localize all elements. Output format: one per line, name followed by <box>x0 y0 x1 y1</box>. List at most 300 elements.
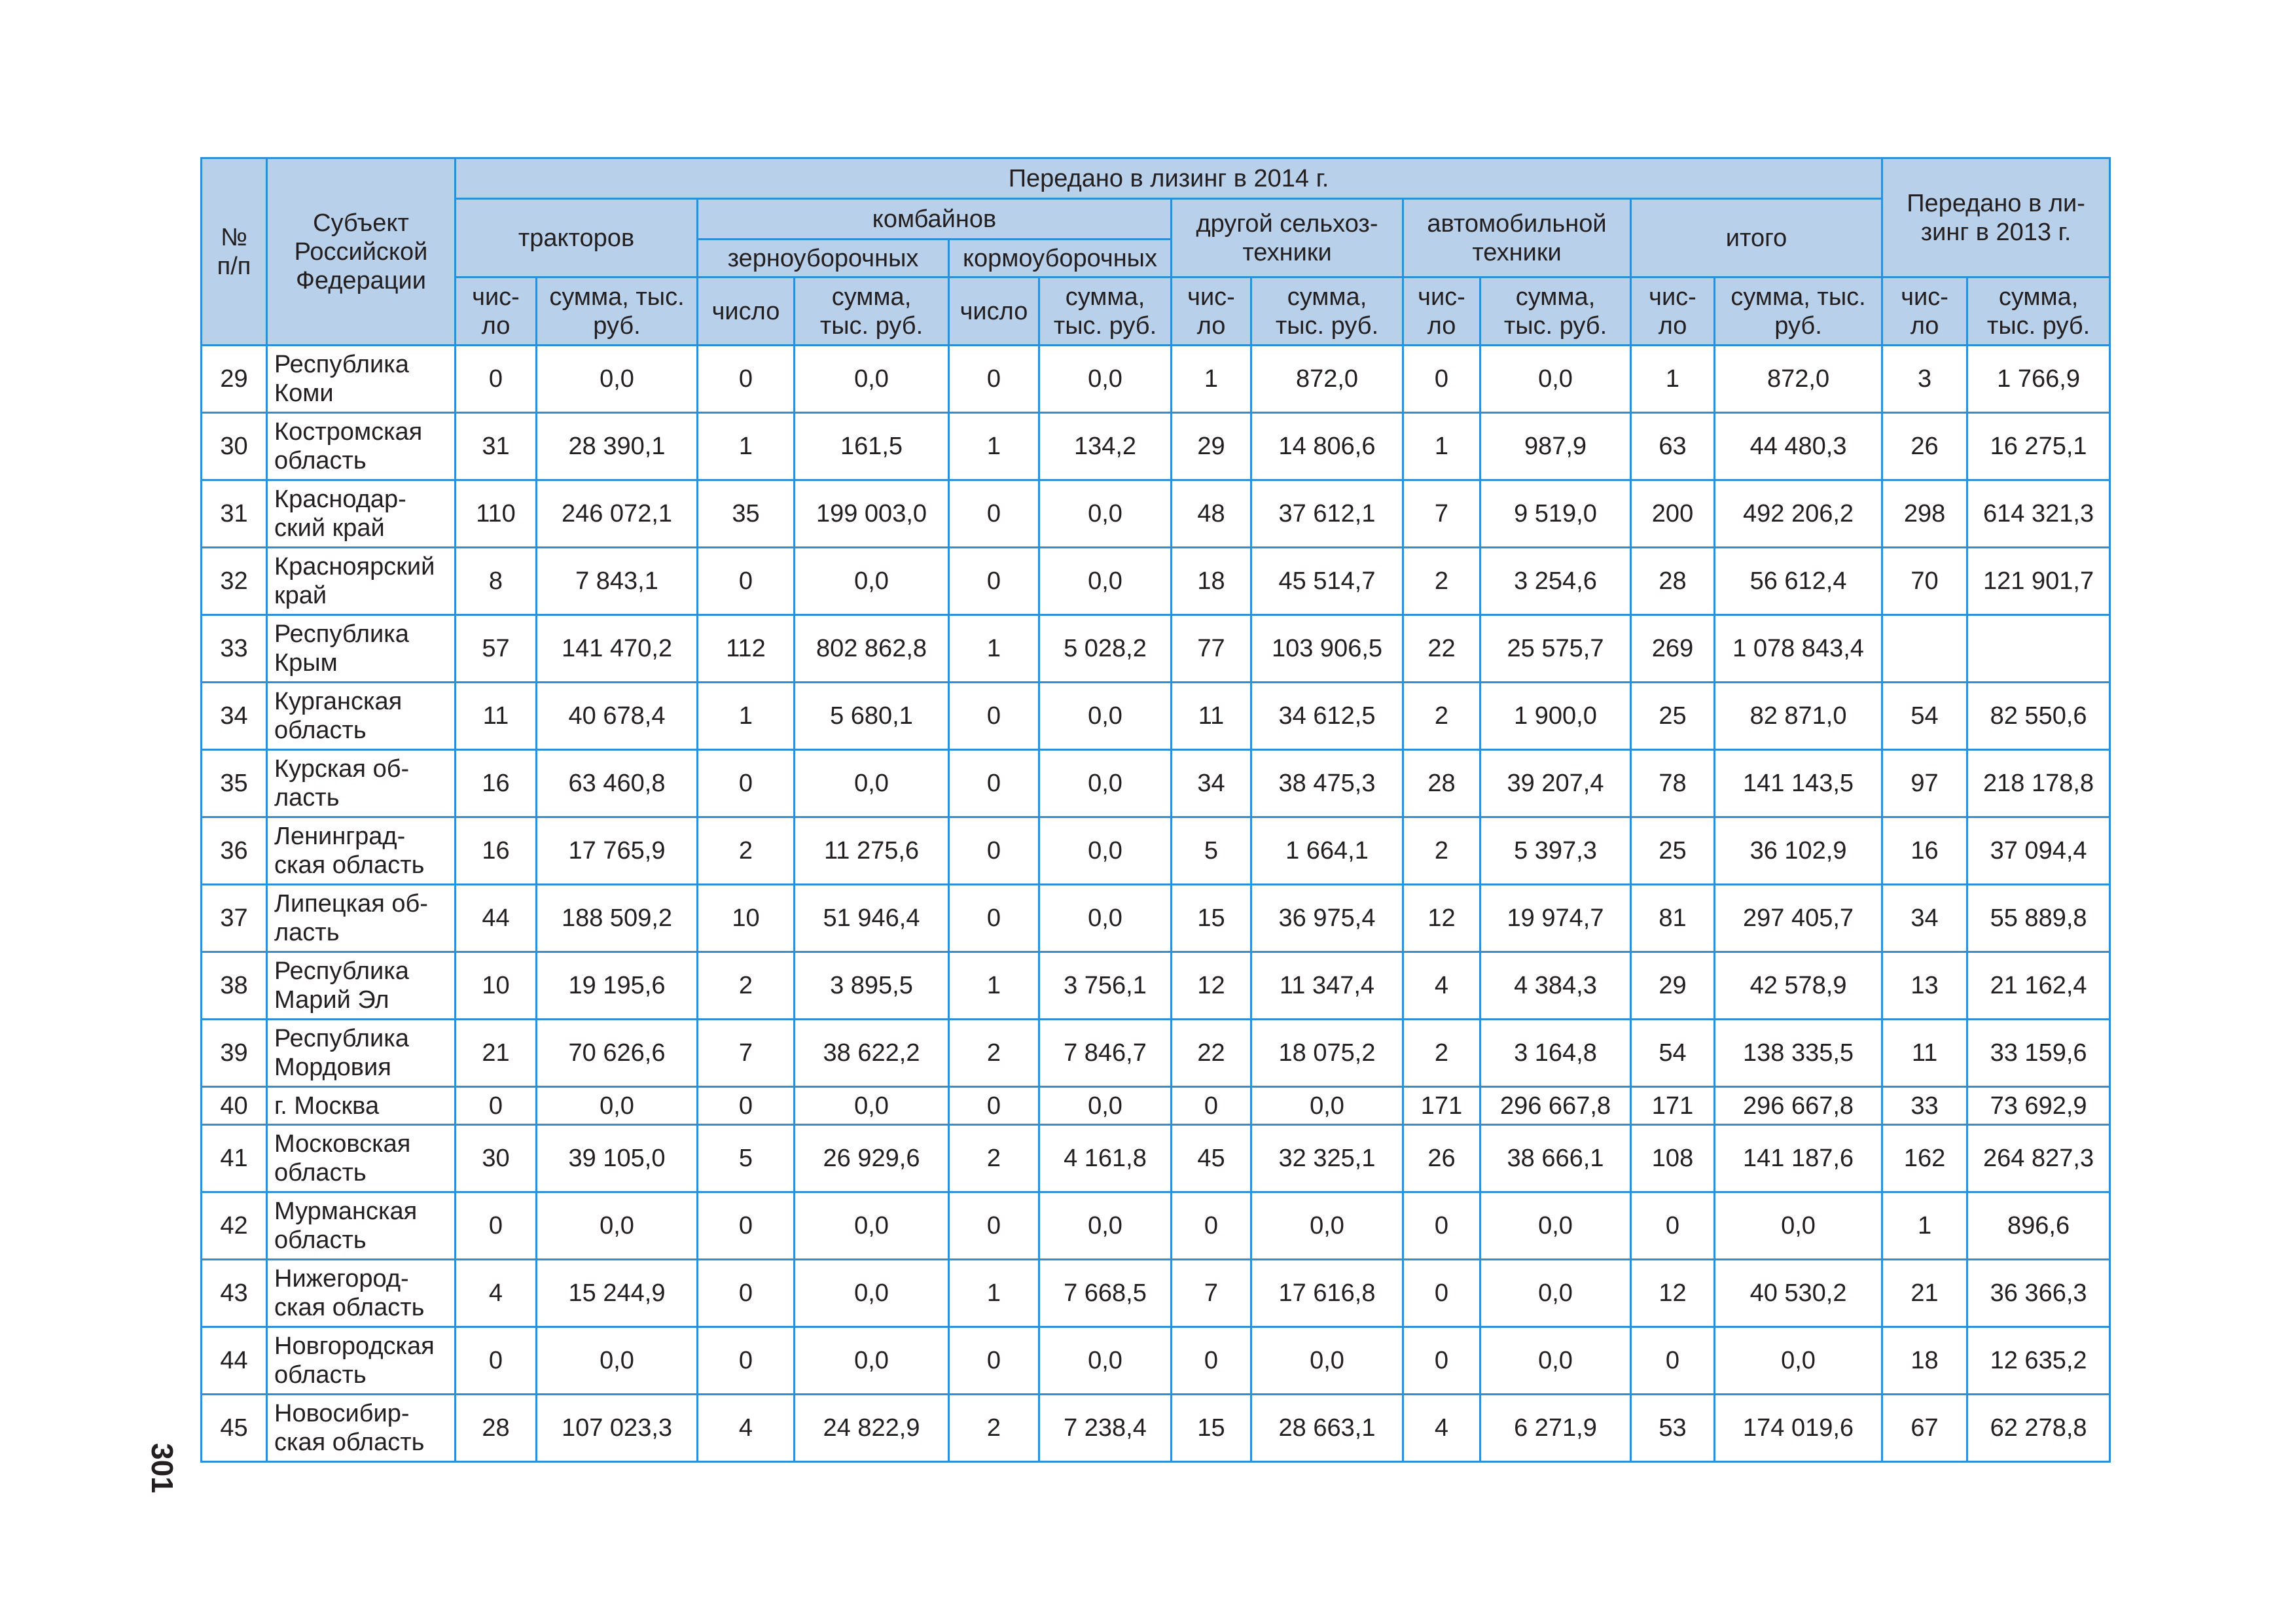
subheader-total-count: чис- ло <box>1631 277 1715 346</box>
cell-forage-sum: 4 161,8 <box>1039 1125 1172 1192</box>
subheader-total-sum: сумма, тыс. руб. <box>1715 277 1882 346</box>
table-row <box>202 615 2110 683</box>
cell-total-count: 25 <box>1631 683 1715 750</box>
cell-grain-count: 10 <box>698 885 795 952</box>
cell-forage-sum: 0,0 <box>1039 346 1172 413</box>
cell-tractors-count: 0 <box>456 1192 537 1260</box>
cell-y2013-sum: 33 159,6 <box>1967 1020 2110 1087</box>
cell-y2013-sum: 121 901,7 <box>1967 548 2110 615</box>
cell-num: 42 <box>202 1192 267 1260</box>
cell-tractors-sum: 107 023,3 <box>537 1395 698 1462</box>
cell-tractors-count: 0 <box>456 1087 537 1125</box>
cell-y2013-count: 162 <box>1882 1125 1967 1192</box>
cell-total-count: 171 <box>1631 1087 1715 1125</box>
cell-other-count: 12 <box>1172 952 1251 1020</box>
cell-forage-count: 2 <box>949 1395 1039 1462</box>
cell-subject: Красноярский край <box>267 548 456 615</box>
cell-other-count: 48 <box>1172 480 1251 548</box>
cell-other-count: 45 <box>1172 1125 1251 1192</box>
cell-total-count: 25 <box>1631 817 1715 885</box>
cell-subject: Нижегород- ская область <box>267 1260 456 1327</box>
cell-tractors-count: 4 <box>456 1260 537 1327</box>
cell-subject: Новосибир- ская область <box>267 1395 456 1462</box>
cell-grain-count: 1 <box>698 683 795 750</box>
table-row <box>202 346 2110 413</box>
cell-y2013-count: 21 <box>1882 1260 1967 1327</box>
cell-total-count: 54 <box>1631 1020 1715 1087</box>
subheader-grain-sum: сумма, тыс. руб. <box>795 277 949 346</box>
cell-forage-sum: 0,0 <box>1039 1192 1172 1260</box>
cell-y2013-count <box>1882 615 1967 683</box>
cell-forage-sum: 0,0 <box>1039 480 1172 548</box>
cell-tractors-sum: 188 509,2 <box>537 885 698 952</box>
cell-other-sum: 14 806,6 <box>1251 413 1403 480</box>
cell-grain-count: 0 <box>698 1192 795 1260</box>
header-combines: комбайнов <box>698 199 1172 240</box>
cell-forage-count: 1 <box>949 952 1039 1020</box>
cell-num: 35 <box>202 750 267 817</box>
cell-total-sum: 56 612,4 <box>1715 548 1882 615</box>
cell-grain-sum: 0,0 <box>795 1087 949 1125</box>
cell-subject: Мурманская область <box>267 1192 456 1260</box>
cell-subject: Республика Крым <box>267 615 456 683</box>
header-tractors: тракторов <box>456 199 698 277</box>
cell-total-sum: 36 102,9 <box>1715 817 1882 885</box>
cell-grain-count: 1 <box>698 413 795 480</box>
header-leased-2013: Передано в ли- зинг в 2013 г. <box>1882 158 2110 277</box>
cell-forage-count: 1 <box>949 615 1039 683</box>
cell-auto-count: 0 <box>1403 1327 1480 1395</box>
cell-grain-count: 5 <box>698 1125 795 1192</box>
cell-y2013-count: 13 <box>1882 952 1967 1020</box>
cell-forage-sum: 0,0 <box>1039 750 1172 817</box>
table-row <box>202 1260 2110 1327</box>
cell-num: 36 <box>202 817 267 885</box>
table-row <box>202 817 2110 885</box>
table-row <box>202 548 2110 615</box>
cell-auto-sum: 296 667,8 <box>1480 1087 1631 1125</box>
cell-grain-sum: 24 822,9 <box>795 1395 949 1462</box>
table-row <box>202 750 2110 817</box>
cell-total-count: 108 <box>1631 1125 1715 1192</box>
subheader-forage-sum: сумма, тыс. руб. <box>1039 277 1172 346</box>
cell-tractors-count: 110 <box>456 480 537 548</box>
header-total: итого <box>1631 199 1882 277</box>
cell-grain-count: 7 <box>698 1020 795 1087</box>
cell-y2013-sum: 264 827,3 <box>1967 1125 2110 1192</box>
cell-total-count: 200 <box>1631 480 1715 548</box>
cell-other-sum: 103 906,5 <box>1251 615 1403 683</box>
cell-grain-count: 0 <box>698 548 795 615</box>
cell-num: 37 <box>202 885 267 952</box>
cell-other-count: 34 <box>1172 750 1251 817</box>
cell-forage-sum: 134,2 <box>1039 413 1172 480</box>
table-row <box>202 1020 2110 1087</box>
cell-other-sum: 18 075,2 <box>1251 1020 1403 1087</box>
cell-grain-count: 0 <box>698 1087 795 1125</box>
header-forage-harvesters: кормоуборочных <box>949 240 1172 277</box>
subheader-2013-sum: сумма, тыс. руб. <box>1967 277 2110 346</box>
cell-tractors-count: 10 <box>456 952 537 1020</box>
cell-other-sum: 28 663,1 <box>1251 1395 1403 1462</box>
table-row <box>202 1327 2110 1395</box>
cell-forage-sum: 0,0 <box>1039 683 1172 750</box>
cell-y2013-count: 54 <box>1882 683 1967 750</box>
cell-total-sum: 174 019,6 <box>1715 1395 1882 1462</box>
cell-total-count: 269 <box>1631 615 1715 683</box>
cell-total-sum: 40 530,2 <box>1715 1260 1882 1327</box>
cell-forage-sum: 0,0 <box>1039 548 1172 615</box>
cell-subject: Курская об- ласть <box>267 750 456 817</box>
cell-subject: Краснодар- ский край <box>267 480 456 548</box>
cell-other-count: 7 <box>1172 1260 1251 1327</box>
cell-grain-sum: 0,0 <box>795 750 949 817</box>
cell-num: 30 <box>202 413 267 480</box>
cell-total-sum: 0,0 <box>1715 1327 1882 1395</box>
cell-forage-count: 0 <box>949 1192 1039 1260</box>
cell-forage-sum: 7 238,4 <box>1039 1395 1172 1462</box>
cell-auto-count: 28 <box>1403 750 1480 817</box>
cell-y2013-sum: 218 178,8 <box>1967 750 2110 817</box>
cell-grain-sum: 5 680,1 <box>795 683 949 750</box>
cell-other-count: 11 <box>1172 683 1251 750</box>
cell-total-count: 81 <box>1631 885 1715 952</box>
cell-auto-count: 4 <box>1403 1395 1480 1462</box>
cell-other-count: 22 <box>1172 1020 1251 1087</box>
cell-auto-count: 0 <box>1403 346 1480 413</box>
cell-grain-count: 0 <box>698 1260 795 1327</box>
cell-other-count: 77 <box>1172 615 1251 683</box>
cell-other-sum: 34 612,5 <box>1251 683 1403 750</box>
cell-y2013-count: 16 <box>1882 817 1967 885</box>
cell-y2013-count: 97 <box>1882 750 1967 817</box>
cell-num: 34 <box>202 683 267 750</box>
cell-subject: г. Москва <box>267 1087 456 1125</box>
cell-tractors-count: 0 <box>456 1327 537 1395</box>
header-num: № п/п <box>202 158 267 346</box>
cell-subject: Липецкая об- ласть <box>267 885 456 952</box>
cell-other-sum: 0,0 <box>1251 1087 1403 1125</box>
cell-auto-count: 26 <box>1403 1125 1480 1192</box>
cell-total-sum: 44 480,3 <box>1715 413 1882 480</box>
table-row <box>202 885 2110 952</box>
subheader-2013-count: чис- ло <box>1882 277 1967 346</box>
cell-auto-sum: 5 397,3 <box>1480 817 1631 885</box>
cell-total-sum: 42 578,9 <box>1715 952 1882 1020</box>
cell-other-sum: 38 475,3 <box>1251 750 1403 817</box>
cell-grain-count: 2 <box>698 817 795 885</box>
table-row <box>202 683 2110 750</box>
cell-other-count: 0 <box>1172 1327 1251 1395</box>
cell-total-count: 0 <box>1631 1192 1715 1260</box>
subheader-other-count: чис- ло <box>1172 277 1251 346</box>
cell-grain-sum: 802 862,8 <box>795 615 949 683</box>
leasing-table <box>200 157 2111 1463</box>
cell-other-sum: 0,0 <box>1251 1192 1403 1260</box>
cell-grain-sum: 26 929,6 <box>795 1125 949 1192</box>
cell-y2013-sum: 55 889,8 <box>1967 885 2110 952</box>
cell-tractors-sum: 0,0 <box>537 346 698 413</box>
cell-grain-sum: 0,0 <box>795 1327 949 1395</box>
cell-subject: Республика Мордовия <box>267 1020 456 1087</box>
table-row <box>202 952 2110 1020</box>
cell-tractors-sum: 39 105,0 <box>537 1125 698 1192</box>
subheader-forage-count: число <box>949 277 1039 346</box>
cell-tractors-sum: 19 195,6 <box>537 952 698 1020</box>
cell-forage-sum: 0,0 <box>1039 817 1172 885</box>
cell-other-sum: 17 616,8 <box>1251 1260 1403 1327</box>
cell-auto-sum: 6 271,9 <box>1480 1395 1631 1462</box>
cell-tractors-sum: 141 470,2 <box>537 615 698 683</box>
cell-subject: Костромская область <box>267 413 456 480</box>
cell-auto-count: 4 <box>1403 952 1480 1020</box>
cell-y2013-sum: 73 692,9 <box>1967 1087 2110 1125</box>
cell-other-sum: 1 664,1 <box>1251 817 1403 885</box>
cell-grain-sum: 161,5 <box>795 413 949 480</box>
cell-grain-sum: 0,0 <box>795 1192 949 1260</box>
cell-num: 40 <box>202 1087 267 1125</box>
page-number: 301 <box>145 1442 179 1493</box>
subheader-tractors-count: чис- ло <box>456 277 537 346</box>
cell-other-count: 0 <box>1172 1087 1251 1125</box>
cell-auto-sum: 987,9 <box>1480 413 1631 480</box>
table-header <box>202 158 2110 346</box>
cell-forage-sum: 7 668,5 <box>1039 1260 1172 1327</box>
header-grain-harvesters: зерноуборочных <box>698 240 949 277</box>
cell-y2013-sum: 614 321,3 <box>1967 480 2110 548</box>
cell-other-sum: 36 975,4 <box>1251 885 1403 952</box>
cell-total-sum: 138 335,5 <box>1715 1020 1882 1087</box>
cell-other-count: 0 <box>1172 1192 1251 1260</box>
cell-other-count: 15 <box>1172 885 1251 952</box>
table-row <box>202 413 2110 480</box>
cell-subject: Московская область <box>267 1125 456 1192</box>
cell-y2013-sum: 36 366,3 <box>1967 1260 2110 1327</box>
cell-auto-sum: 3 254,6 <box>1480 548 1631 615</box>
cell-grain-count: 35 <box>698 480 795 548</box>
cell-y2013-count: 26 <box>1882 413 1967 480</box>
cell-y2013-sum: 16 275,1 <box>1967 413 2110 480</box>
cell-total-sum: 141 143,5 <box>1715 750 1882 817</box>
cell-grain-count: 2 <box>698 952 795 1020</box>
cell-y2013-count: 34 <box>1882 885 1967 952</box>
cell-total-sum: 0,0 <box>1715 1192 1882 1260</box>
cell-num: 38 <box>202 952 267 1020</box>
cell-tractors-sum: 15 244,9 <box>537 1260 698 1327</box>
cell-tractors-count: 57 <box>456 615 537 683</box>
cell-forage-sum: 5 028,2 <box>1039 615 1172 683</box>
cell-tractors-count: 8 <box>456 548 537 615</box>
cell-subject: Новгородская область <box>267 1327 456 1395</box>
cell-forage-count: 0 <box>949 346 1039 413</box>
cell-y2013-count: 1 <box>1882 1192 1967 1260</box>
cell-y2013-sum <box>1967 615 2110 683</box>
cell-tractors-count: 28 <box>456 1395 537 1462</box>
cell-grain-sum: 199 003,0 <box>795 480 949 548</box>
cell-tractors-sum: 7 843,1 <box>537 548 698 615</box>
subheader-grain-count: число <box>698 277 795 346</box>
cell-grain-sum: 0,0 <box>795 1260 949 1327</box>
cell-forage-count: 0 <box>949 817 1039 885</box>
cell-y2013-sum: 21 162,4 <box>1967 952 2110 1020</box>
cell-subject: Ленинград- ская область <box>267 817 456 885</box>
cell-tractors-sum: 17 765,9 <box>537 817 698 885</box>
cell-forage-count: 0 <box>949 480 1039 548</box>
cell-forage-count: 1 <box>949 413 1039 480</box>
cell-y2013-sum: 82 550,6 <box>1967 683 2110 750</box>
cell-forage-count: 0 <box>949 1087 1039 1125</box>
cell-y2013-count: 67 <box>1882 1395 1967 1462</box>
cell-forage-count: 0 <box>949 548 1039 615</box>
cell-total-sum: 1 078 843,4 <box>1715 615 1882 683</box>
subheader-other-sum: сумма, тыс. руб. <box>1251 277 1403 346</box>
subheader-auto-sum: сумма, тыс. руб. <box>1480 277 1631 346</box>
cell-tractors-count: 31 <box>456 413 537 480</box>
table-row <box>202 1125 2110 1192</box>
cell-forage-count: 0 <box>949 1327 1039 1395</box>
cell-grain-count: 0 <box>698 346 795 413</box>
subheader-auto-count: чис- ло <box>1403 277 1480 346</box>
cell-other-sum: 45 514,7 <box>1251 548 1403 615</box>
cell-auto-count: 0 <box>1403 1192 1480 1260</box>
cell-other-count: 18 <box>1172 548 1251 615</box>
cell-total-count: 78 <box>1631 750 1715 817</box>
cell-tractors-count: 44 <box>456 885 537 952</box>
cell-y2013-count: 18 <box>1882 1327 1967 1395</box>
cell-subject: Республика Коми <box>267 346 456 413</box>
cell-total-count: 1 <box>1631 346 1715 413</box>
cell-subject: Республика Марий Эл <box>267 952 456 1020</box>
cell-forage-count: 0 <box>949 750 1039 817</box>
cell-y2013-sum: 37 094,4 <box>1967 817 2110 885</box>
cell-y2013-count: 33 <box>1882 1087 1967 1125</box>
cell-tractors-sum: 0,0 <box>537 1192 698 1260</box>
cell-tractors-sum: 40 678,4 <box>537 683 698 750</box>
cell-total-count: 53 <box>1631 1395 1715 1462</box>
cell-tractors-sum: 28 390,1 <box>537 413 698 480</box>
cell-num: 32 <box>202 548 267 615</box>
cell-grain-sum: 11 275,6 <box>795 817 949 885</box>
cell-num: 41 <box>202 1125 267 1192</box>
header-other-agri: другой сельхоз- техники <box>1172 199 1403 277</box>
cell-num: 33 <box>202 615 267 683</box>
cell-y2013-count: 70 <box>1882 548 1967 615</box>
cell-total-count: 0 <box>1631 1327 1715 1395</box>
cell-grain-sum: 3 895,5 <box>795 952 949 1020</box>
cell-total-count: 28 <box>1631 548 1715 615</box>
cell-y2013-count: 298 <box>1882 480 1967 548</box>
cell-y2013-count: 3 <box>1882 346 1967 413</box>
cell-grain-count: 0 <box>698 750 795 817</box>
cell-grain-count: 4 <box>698 1395 795 1462</box>
cell-other-sum: 11 347,4 <box>1251 952 1403 1020</box>
cell-y2013-sum: 896,6 <box>1967 1192 2110 1260</box>
table-row <box>202 480 2110 548</box>
cell-auto-sum: 0,0 <box>1480 1327 1631 1395</box>
cell-tractors-sum: 70 626,6 <box>537 1020 698 1087</box>
cell-tractors-count: 0 <box>456 346 537 413</box>
cell-auto-count: 2 <box>1403 817 1480 885</box>
cell-auto-count: 2 <box>1403 1020 1480 1087</box>
cell-auto-sum: 0,0 <box>1480 346 1631 413</box>
cell-other-count: 5 <box>1172 817 1251 885</box>
cell-total-count: 63 <box>1631 413 1715 480</box>
cell-tractors-sum: 63 460,8 <box>537 750 698 817</box>
cell-auto-sum: 9 519,0 <box>1480 480 1631 548</box>
cell-auto-count: 2 <box>1403 683 1480 750</box>
cell-auto-sum: 25 575,7 <box>1480 615 1631 683</box>
cell-y2013-sum: 62 278,8 <box>1967 1395 2110 1462</box>
cell-y2013-sum: 1 766,9 <box>1967 346 2110 413</box>
table-row <box>202 1395 2110 1462</box>
cell-forage-sum: 7 846,7 <box>1039 1020 1172 1087</box>
cell-auto-sum: 0,0 <box>1480 1192 1631 1260</box>
cell-tractors-count: 16 <box>456 817 537 885</box>
cell-forage-sum: 0,0 <box>1039 1087 1172 1125</box>
cell-other-sum: 872,0 <box>1251 346 1403 413</box>
cell-auto-count: 7 <box>1403 480 1480 548</box>
cell-num: 43 <box>202 1260 267 1327</box>
table-row <box>202 1192 2110 1260</box>
cell-auto-sum: 3 164,8 <box>1480 1020 1631 1087</box>
cell-total-count: 29 <box>1631 952 1715 1020</box>
cell-forage-count: 0 <box>949 885 1039 952</box>
cell-forage-count: 2 <box>949 1020 1039 1087</box>
table-row <box>202 1087 2110 1125</box>
cell-total-sum: 82 871,0 <box>1715 683 1882 750</box>
cell-total-sum: 492 206,2 <box>1715 480 1882 548</box>
cell-num: 29 <box>202 346 267 413</box>
cell-other-count: 29 <box>1172 413 1251 480</box>
cell-num: 31 <box>202 480 267 548</box>
cell-subject: Курганская область <box>267 683 456 750</box>
cell-grain-sum: 51 946,4 <box>795 885 949 952</box>
header-subject: Субъект Российской Федерации <box>267 158 456 346</box>
cell-total-sum: 141 187,6 <box>1715 1125 1882 1192</box>
cell-total-sum: 296 667,8 <box>1715 1087 1882 1125</box>
cell-forage-sum: 0,0 <box>1039 885 1172 952</box>
cell-auto-sum: 39 207,4 <box>1480 750 1631 817</box>
cell-other-count: 15 <box>1172 1395 1251 1462</box>
cell-auto-sum: 19 974,7 <box>1480 885 1631 952</box>
cell-tractors-sum: 0,0 <box>537 1327 698 1395</box>
cell-auto-count: 2 <box>1403 548 1480 615</box>
subheader-tractors-sum: сумма, тыс. руб. <box>537 277 698 346</box>
cell-auto-count: 22 <box>1403 615 1480 683</box>
cell-tractors-sum: 0,0 <box>537 1087 698 1125</box>
cell-y2013-count: 11 <box>1882 1020 1967 1087</box>
cell-grain-sum: 0,0 <box>795 346 949 413</box>
cell-y2013-sum: 12 635,2 <box>1967 1327 2110 1395</box>
cell-num: 44 <box>202 1327 267 1395</box>
cell-grain-sum: 0,0 <box>795 548 949 615</box>
cell-auto-sum: 4 384,3 <box>1480 952 1631 1020</box>
cell-other-count: 1 <box>1172 346 1251 413</box>
cell-auto-sum: 38 666,1 <box>1480 1125 1631 1192</box>
cell-num: 45 <box>202 1395 267 1462</box>
cell-tractors-count: 16 <box>456 750 537 817</box>
header-automotive: автомобильной техники <box>1403 199 1631 277</box>
cell-forage-sum: 0,0 <box>1039 1327 1172 1395</box>
cell-other-sum: 37 612,1 <box>1251 480 1403 548</box>
cell-total-sum: 872,0 <box>1715 346 1882 413</box>
cell-total-count: 12 <box>1631 1260 1715 1327</box>
table-body <box>202 346 2110 1462</box>
cell-tractors-count: 21 <box>456 1020 537 1087</box>
cell-tractors-count: 30 <box>456 1125 537 1192</box>
cell-auto-sum: 1 900,0 <box>1480 683 1631 750</box>
cell-grain-sum: 38 622,2 <box>795 1020 949 1087</box>
